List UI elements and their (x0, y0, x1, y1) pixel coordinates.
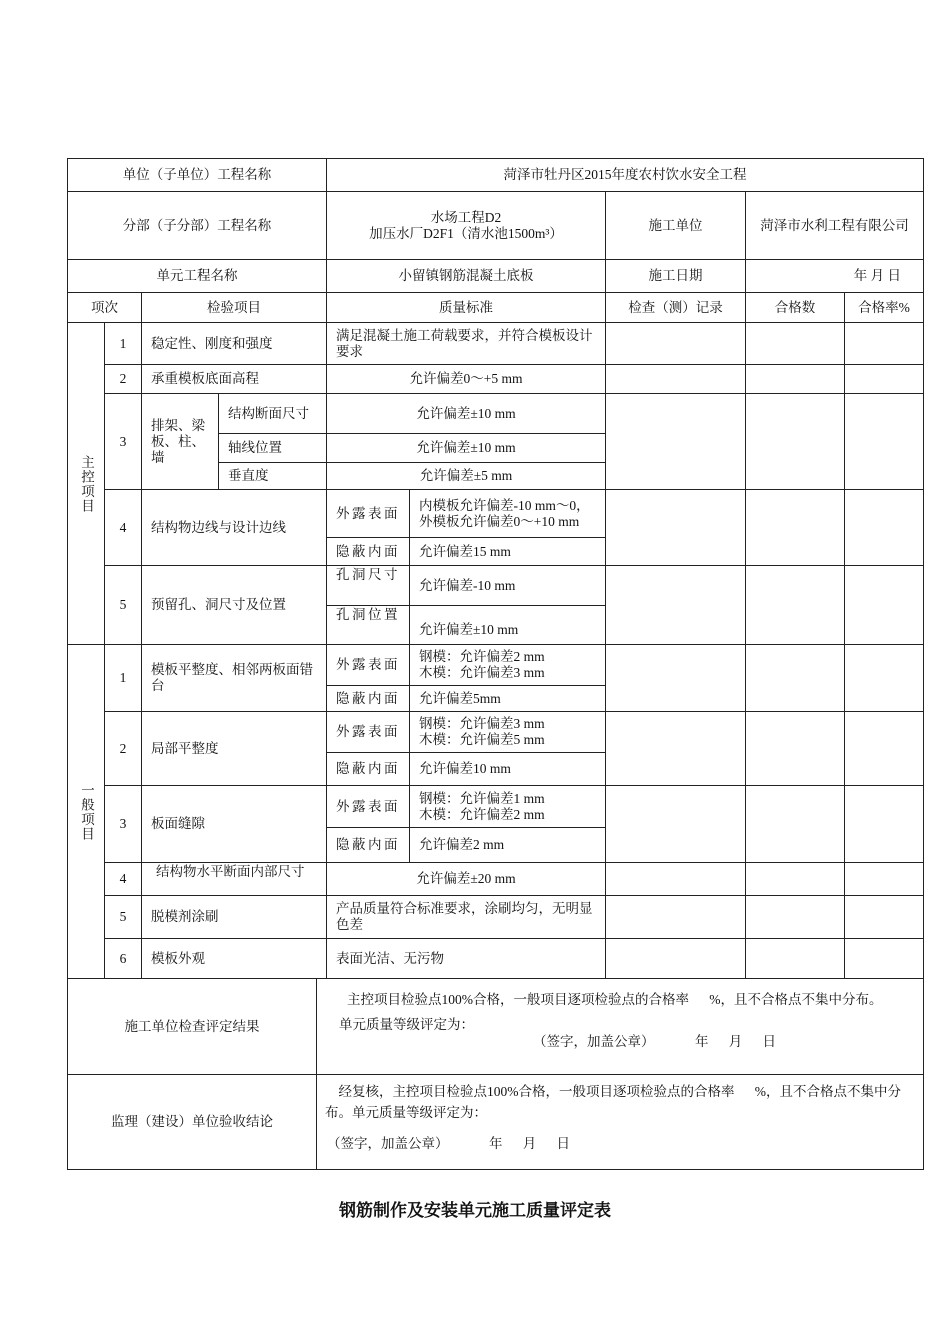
item-number: 1 (104, 322, 142, 365)
col-inspection-item: 检验项目 (141, 292, 327, 323)
item-number: 2 (104, 711, 142, 786)
contractor-eval-content (316, 978, 924, 1075)
quality-standard: 允许偏差2 mm (409, 827, 606, 863)
quality-standard: 允许偏差0～+5 mm (326, 364, 606, 394)
pass-rate-cell[interactable] (844, 364, 924, 394)
pass-count-cell[interactable] (745, 644, 845, 712)
sub-item-name: 外露表面 (326, 644, 410, 686)
pass-rate-cell[interactable] (844, 785, 924, 863)
quality-standard: 钢模：允许偏差3 mm 木模：允许偏差5 mm (409, 711, 606, 753)
sub-item-name: 隐蔽内面 (326, 685, 410, 712)
quality-standard: 允许偏差10 mm (409, 752, 606, 786)
item-number: 2 (104, 364, 142, 394)
general-items-label: 一般项目 (67, 644, 105, 979)
inspection-item: 结构物水平断面内部尺寸 (141, 862, 327, 896)
date-label: 施工日期 (605, 259, 746, 293)
record-cell[interactable] (605, 711, 746, 786)
quality-standard: 允许偏差15 mm (409, 537, 606, 566)
quality-standard: 允许偏差-10 mm (409, 565, 606, 606)
pass-count-cell[interactable] (745, 895, 845, 939)
sub-item-name: 隐蔽内面 (326, 827, 410, 863)
contractor-eval-grade: 单元质量等级评定为： (339, 1017, 474, 1032)
inspection-item: 板面缝隙 (141, 785, 327, 863)
col-pass-count: 合格数 (745, 292, 845, 323)
col-item-no: 项次 (67, 292, 142, 323)
record-cell[interactable] (605, 785, 746, 863)
record-cell[interactable] (605, 895, 746, 939)
contractor-eval-signature: （签字，加盖公章） 年 月 日 (533, 1034, 776, 1049)
col-pass-rate: 合格率% (844, 292, 924, 323)
supervisor-eval-label: 监理（建设）单位验收结论 (67, 1074, 317, 1170)
sub-project-value: 水场工程D2 加压水厂D2F1（清水池1500m³） (326, 191, 606, 260)
sub-project-label: 分部（子分部）工程名称 (67, 191, 327, 260)
quality-standard: 允许偏差±20 mm (326, 862, 606, 896)
inspection-item: 模板外观 (141, 938, 327, 979)
pass-rate-cell[interactable] (844, 895, 924, 939)
inspection-item: 排架、梁板、柱、墙 (141, 393, 219, 490)
inspection-item: 承重模板底面高程 (141, 364, 327, 394)
sub-item-name: 孔洞位置 (326, 605, 410, 645)
item-number: 4 (104, 862, 142, 896)
pass-count-cell[interactable] (745, 393, 845, 490)
pass-count-cell[interactable] (745, 785, 845, 863)
date-value: 年 月 日 (745, 259, 924, 293)
pass-rate-cell[interactable] (844, 322, 924, 365)
pass-count-cell[interactable] (745, 322, 845, 365)
pass-rate-cell[interactable] (844, 565, 924, 645)
unit-project-value: 菏泽市牡丹区2015年度农村饮水安全工程 (326, 158, 924, 192)
record-cell[interactable] (605, 489, 746, 566)
inspection-item: 局部平整度 (141, 711, 327, 786)
pass-count-cell[interactable] (745, 489, 845, 566)
sub-item-name: 隐蔽内面 (326, 537, 410, 566)
record-cell[interactable] (605, 938, 746, 979)
inspection-item: 结构物边线与设计边线 (141, 489, 327, 566)
inspection-item: 模板平整度、相邻两板面错台 (141, 644, 327, 712)
inspection-item: 脱模剂涂刷 (141, 895, 327, 939)
item-number: 6 (104, 938, 142, 979)
pass-rate-cell[interactable] (844, 711, 924, 786)
col-quality-standard: 质量标准 (326, 292, 606, 323)
supervisor-eval-statement: 经复核，主控项目检验点100%合格，一般项目逐项检验点的合格率 %，且不合格点不集中分布。单元质量等级评定为： (325, 1084, 901, 1120)
item-number: 3 (104, 785, 142, 863)
sub-item-name: 隐蔽内面 (326, 752, 410, 786)
quality-standard: 钢模：允许偏差1 mm 木模：允许偏差2 mm (409, 785, 606, 828)
quality-standard: 允许偏差5mm (409, 685, 606, 712)
record-cell[interactable] (605, 364, 746, 394)
next-form-title: 钢筋制作及安装单元施工质量评定表 (339, 1201, 611, 1221)
pass-rate-cell[interactable] (844, 938, 924, 979)
item-number: 3 (104, 393, 142, 490)
item-number: 5 (104, 895, 142, 939)
contractor-value: 菏泽市水利工程有限公司 (745, 191, 924, 260)
pass-count-cell[interactable] (745, 364, 845, 394)
record-cell[interactable] (605, 393, 746, 490)
contractor-eval-label: 施工单位检查评定结果 (67, 978, 317, 1075)
pass-rate-cell[interactable] (844, 489, 924, 566)
record-cell[interactable] (605, 565, 746, 645)
pass-count-cell[interactable] (745, 565, 845, 645)
pass-count-cell[interactable] (745, 711, 845, 786)
sub-item-name: 孔洞尺寸 (326, 565, 410, 606)
quality-standard: 表面光洁、无污物 (326, 938, 606, 979)
supervisor-eval-signature: （签字，加盖公章） 年 月 日 (327, 1136, 570, 1151)
quality-standard: 允许偏差±10 mm (409, 605, 606, 645)
quality-standard: 允许偏差±10 mm (326, 433, 606, 463)
pass-count-cell[interactable] (745, 938, 845, 979)
element-value: 小留镇钢筋混凝土底板 (326, 259, 606, 293)
quality-standard: 允许偏差±10 mm (326, 393, 606, 434)
pass-count-cell[interactable] (745, 862, 845, 896)
inspection-item: 稳定性、刚度和强度 (141, 322, 327, 365)
item-number: 1 (104, 644, 142, 712)
element-label: 单元工程名称 (67, 259, 327, 293)
sub-item-name: 外露表面 (326, 785, 410, 828)
quality-standard: 允许偏差±5 mm (326, 462, 606, 490)
quality-standard: 产品质量符合标准要求，涂刷均匀，无明显色差 (326, 895, 606, 939)
sub-item-name: 轴线位置 (218, 433, 327, 463)
main-control-label: 主控项目 (67, 322, 105, 645)
sub-item-name: 结构断面尺寸 (218, 393, 327, 434)
sub-item-name: 外露表面 (326, 489, 410, 538)
quality-standard: 钢模：允许偏差2 mm 木模：允许偏差3 mm (409, 644, 606, 686)
unit-project-label: 单位（子单位）工程名称 (67, 158, 327, 192)
inspection-item: 预留孔、洞尺寸及位置 (141, 565, 327, 645)
pass-rate-cell[interactable] (844, 393, 924, 490)
contractor-eval-statement: 主控项目检验点100%合格，一般项目逐项检验点的合格率 %，且不合格点不集中分布。 (347, 992, 883, 1007)
quality-standard: 满足混凝土施工荷载要求，并符合模板设计要求 (326, 322, 606, 365)
sub-item-name: 垂直度 (218, 462, 327, 490)
record-cell[interactable] (605, 862, 746, 896)
pass-rate-cell[interactable] (844, 862, 924, 896)
contractor-label: 施工单位 (605, 191, 746, 260)
pass-rate-cell[interactable] (844, 644, 924, 712)
record-cell[interactable] (605, 644, 746, 712)
col-record: 检查（测）记录 (605, 292, 746, 323)
supervisor-eval-content (316, 1074, 924, 1170)
item-number: 4 (104, 489, 142, 566)
item-number: 5 (104, 565, 142, 645)
record-cell[interactable] (605, 322, 746, 365)
quality-standard: 内模板允许偏差-10 mm～0， 外模板允许偏差0～+10 mm (409, 489, 606, 538)
sub-item-name: 外露表面 (326, 711, 410, 753)
